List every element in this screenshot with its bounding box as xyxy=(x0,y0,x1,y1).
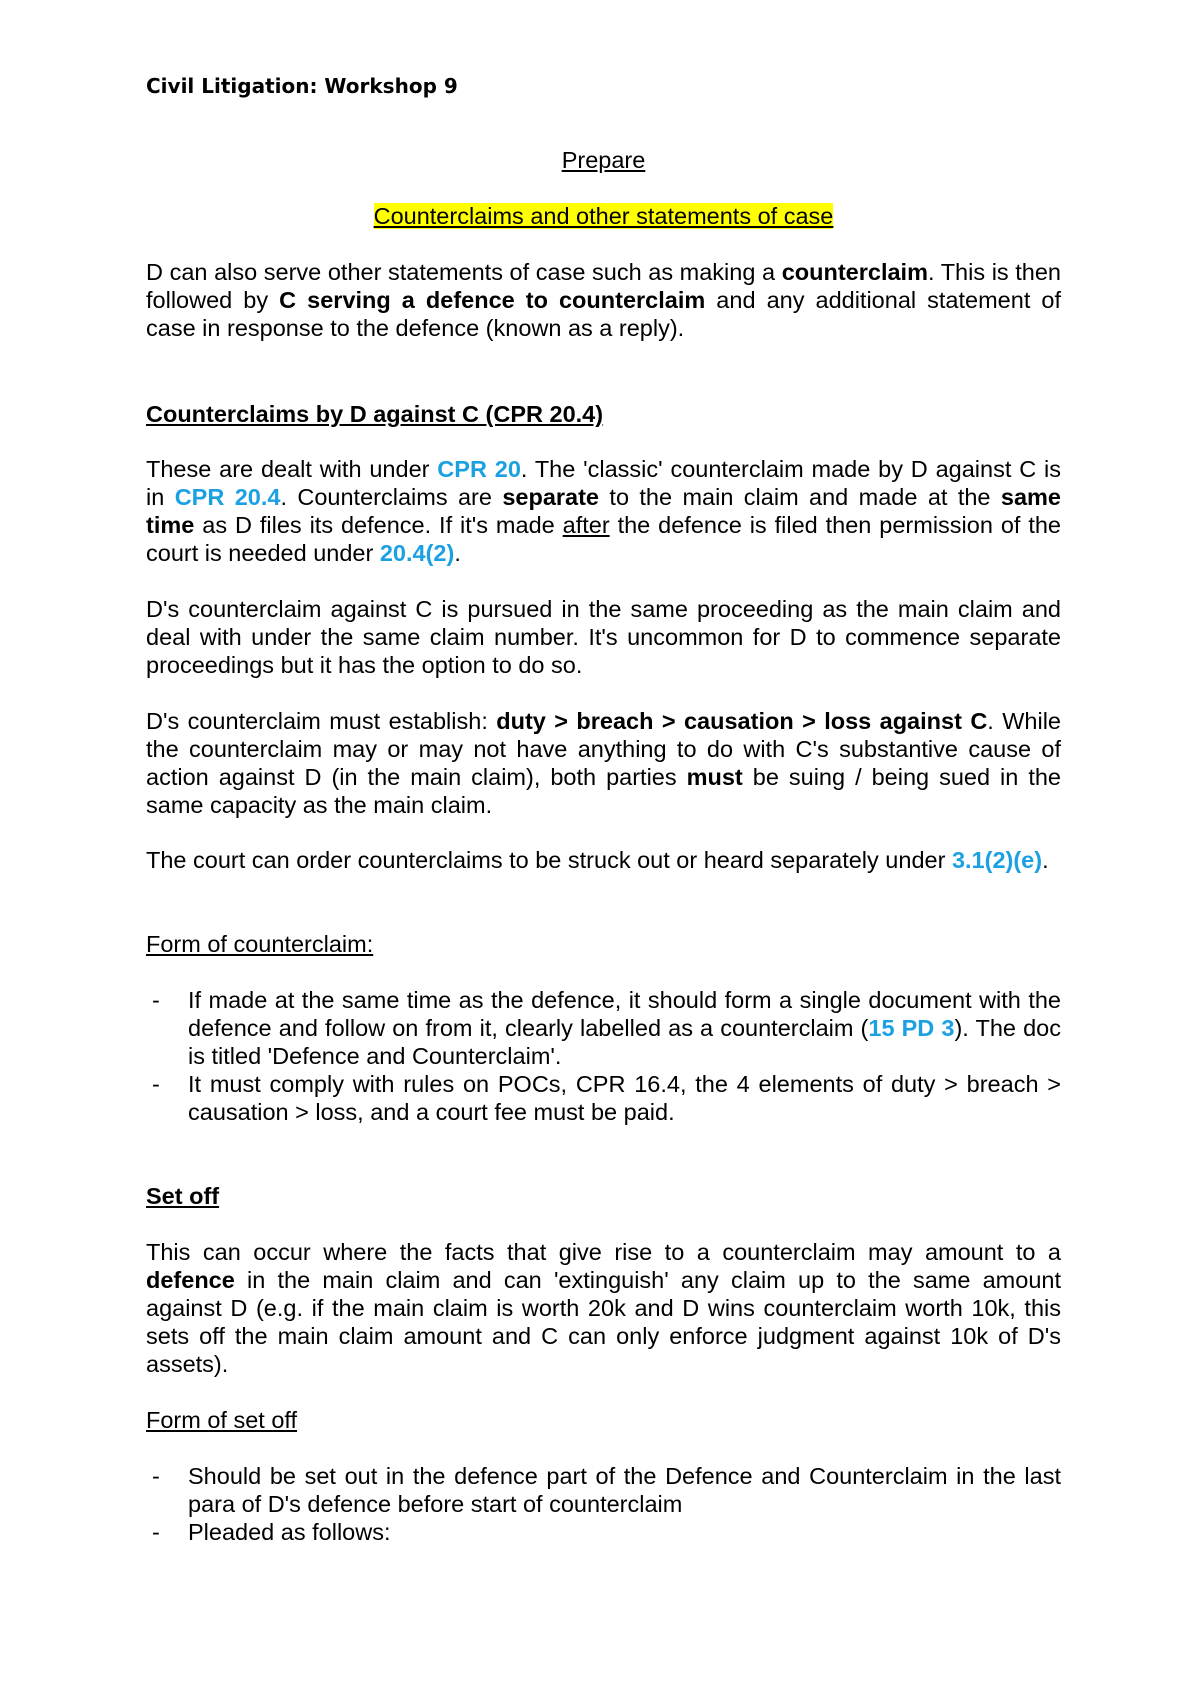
list-item: - If made at the same time as the defence, it should form a single document with the defence and follow on from it, clearly labelled as a counterclaim (15 PD 3). The doc is titled 'Defence and Counterclaim'. xyxy=(146,986,1061,1070)
form-of-counterclaim-heading: Form of counterclaim: xyxy=(146,931,374,957)
form-of-set-off-heading: Form of set off xyxy=(146,1407,298,1433)
counterclaims-paragraph-4: The court can order counterclaims to be struck out or heard separately under 3.1(2)(e). xyxy=(146,847,1049,873)
document-header: Civil Litigation: Workshop 9 xyxy=(146,74,458,98)
counterclaims-paragraph-2: D's counterclaim against C is pursued in the same proceeding as the main claim and deal with under the same claim number. It's uncommon for D to commence separate proceedings but it has the option to do so. xyxy=(146,596,1061,678)
list-item: - Should be set out in the defence part of the Defence and Counterclaim in the last para of D's defence before start of counterclaim xyxy=(146,1462,1061,1518)
main-title: Counterclaims and other statements of case xyxy=(373,203,834,229)
prepare-heading: Prepare xyxy=(561,147,646,173)
section-heading-set-off: Set off xyxy=(146,1183,220,1209)
set-off-paragraph: This can occur where the facts that give rise to a counterclaim may amount to a defence in the main claim and can 'extinguish' any claim up to the same amount against D (e.g. if the main claim is worth 20k and D wins counterclaim worth 10k, this sets off the main claim amount and C can only enforce judgment against 10k of D's assets). xyxy=(146,1239,1061,1377)
list-item: - Pleaded as follows: xyxy=(146,1518,1061,1546)
section-heading-counterclaims: Counterclaims by D against C (CPR 20.4) xyxy=(146,401,604,427)
list-item: - It must comply with rules on POCs, CPR 16.4, the 4 elements of duty > breach > causation > loss, and a court fee must be paid. xyxy=(146,1070,1061,1126)
counterclaims-paragraph-1: These are dealt with under CPR 20. The 'classic' counterclaim made by D against C is in CPR 20.4. Counterclaims are separate to the main claim and made at the same time as D files its defence. If it's made after the defence is filed then permission of the court is needed under 20.4(2). xyxy=(146,456,1061,566)
form-of-counterclaim-list xyxy=(146,986,1061,1126)
form-of-set-off-list xyxy=(146,1462,1061,1546)
intro-paragraph: D can also serve other statements of case such as making a counterclaim. This is then followed by C serving a defence to counterclaim and any additional statement of case in response to the defence (known as a reply). xyxy=(146,259,1062,341)
counterclaims-paragraph-3: D's counterclaim must establish: duty > breach > causation > loss against C. While the counterclaim may or may not have anything to do with C's substantive cause of action against D (in the main claim), both parties must be suing / being sued in the same capacity as the main claim. xyxy=(146,708,1062,818)
